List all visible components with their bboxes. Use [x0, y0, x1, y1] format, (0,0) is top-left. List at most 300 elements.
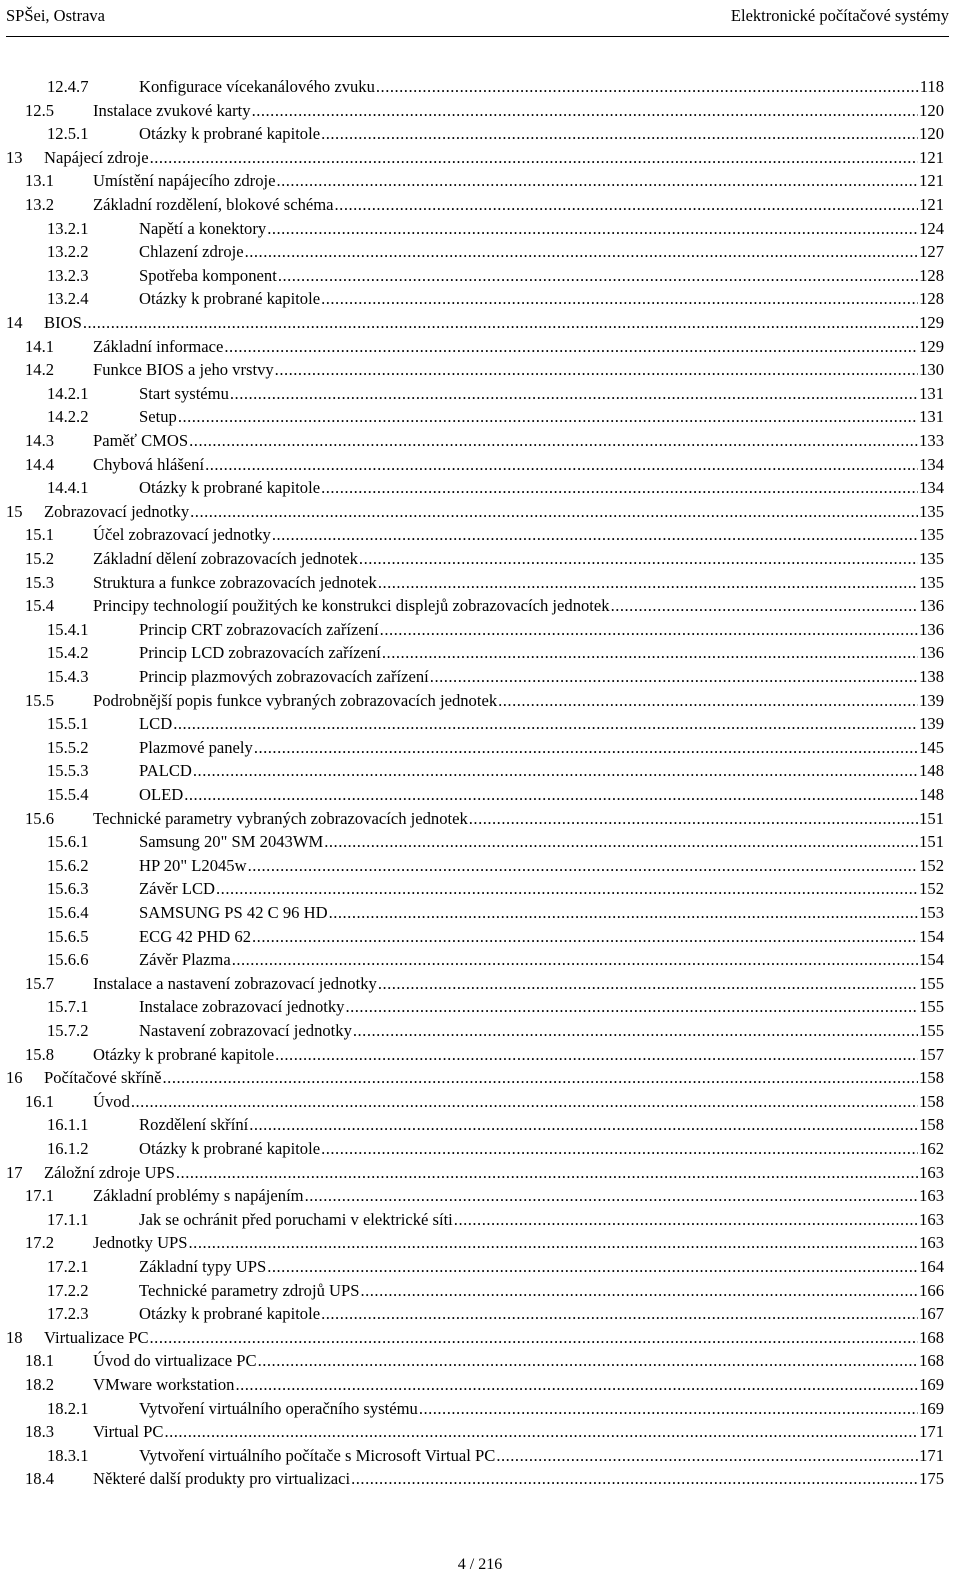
- toc-entry-page: 162: [919, 1139, 944, 1158]
- toc-entry-number: 14.1: [25, 336, 55, 356]
- toc-entry[interactable]: [0, 1302, 960, 1326]
- dot-leader: [469, 807, 918, 831]
- toc-entry-number: 15.6.2: [47, 855, 89, 875]
- toc-entry-page: 131: [919, 407, 944, 427]
- toc-entry[interactable]: [0, 523, 960, 547]
- dot-leader: [216, 877, 918, 901]
- toc-entry-page: 175: [919, 1469, 944, 1489]
- toc-entry-number: 13: [6, 147, 23, 167]
- toc-entry-page: 128: [919, 265, 944, 285]
- toc-entry[interactable]: [0, 547, 960, 571]
- toc-entry-number: 13.2.4: [47, 289, 89, 309]
- toc-entry[interactable]: [0, 571, 960, 595]
- toc-entry[interactable]: [0, 665, 960, 689]
- toc-entry-page: 155: [919, 997, 944, 1017]
- dot-leader: [430, 665, 918, 689]
- toc-entry-title: VMware workstation: [93, 1375, 235, 1394]
- toc-entry-number: 15.6.1: [47, 832, 89, 852]
- toc-entry-number: 15.4.1: [47, 619, 89, 639]
- toc-entry[interactable]: [0, 1349, 960, 1373]
- dot-leader: [378, 571, 918, 595]
- toc-entry[interactable]: [0, 972, 960, 996]
- toc-entry-page: 158: [919, 1091, 944, 1111]
- toc-entry[interactable]: [0, 1255, 960, 1279]
- toc-entry-title: Některé další produkty pro virtualizaci: [93, 1469, 351, 1489]
- toc-entry-number: 13.2: [25, 195, 55, 214]
- toc-entry-number: 12.5.1: [47, 124, 89, 144]
- toc-entry-page: 121: [919, 171, 944, 191]
- toc-entry-number: 16.1.2: [47, 1139, 89, 1158]
- dot-leader: [267, 217, 918, 241]
- dot-leader: [164, 1420, 918, 1444]
- toc-entry-title: Základní rozdělení, blokové schéma: [93, 195, 334, 214]
- toc-entry-number: 15.3: [25, 572, 55, 592]
- dot-leader: [376, 75, 919, 99]
- dot-leader: [321, 1302, 918, 1326]
- toc-entry-number: 13.1: [25, 171, 55, 191]
- toc-entry-number: 15.1: [25, 525, 55, 545]
- toc-entry-page: 121: [919, 147, 944, 167]
- toc-entry-title: Samsung 20" SM 2043WM: [139, 832, 324, 852]
- toc-entry[interactable]: [0, 1161, 960, 1185]
- toc-entry-page: 136: [919, 596, 944, 616]
- toc-entry-number: 15.4: [25, 596, 55, 616]
- toc-entry-number: 15.7.1: [47, 997, 89, 1017]
- toc-entry[interactable]: [0, 193, 960, 217]
- toc-entry[interactable]: [0, 1467, 960, 1491]
- dot-leader: [276, 169, 918, 193]
- toc-entry[interactable]: [0, 1137, 960, 1161]
- toc-entry[interactable]: [0, 594, 960, 618]
- toc-entry[interactable]: [0, 1279, 960, 1303]
- toc-entry-title: ECG 42 PHD 62: [139, 926, 252, 946]
- toc-entry-number: 15.6.3: [47, 879, 89, 899]
- toc-entry-page: 148: [919, 785, 944, 804]
- toc-entry[interactable]: [0, 1208, 960, 1232]
- dot-leader: [378, 972, 918, 996]
- toc-entry[interactable]: [0, 618, 960, 642]
- toc-entry-title: Nastavení zobrazovací jednotky: [139, 1021, 352, 1040]
- dot-leader: [267, 1255, 918, 1279]
- toc-entry-page: 135: [919, 549, 944, 568]
- toc-entry-number: 15.5.4: [47, 785, 89, 804]
- toc-entry-number: 12.4.7: [47, 77, 89, 96]
- dot-leader: [321, 476, 918, 500]
- page-header: [6, 0, 949, 37]
- dot-leader: [335, 193, 919, 217]
- toc-entry-number: 15.8: [25, 1044, 55, 1064]
- toc-entry-page: 163: [919, 1186, 944, 1206]
- toc-entry-number: 17.2.1: [47, 1257, 89, 1276]
- toc-entry-title: Otázky k probrané kapitole: [139, 478, 321, 498]
- toc-entry-title: Principy technologií použitých ke konstrukci displejů zobrazovacích jednotek: [93, 596, 610, 616]
- toc-entry-number: 15.2: [25, 549, 55, 568]
- toc-entry[interactable]: [0, 217, 960, 241]
- toc-entry[interactable]: [0, 1326, 960, 1350]
- dot-leader: [184, 783, 918, 807]
- toc-entry-page: 134: [919, 454, 944, 474]
- toc-entry-title: Paměť CMOS: [93, 431, 189, 450]
- toc-entry[interactable]: [0, 689, 960, 713]
- dot-leader: [360, 1279, 918, 1303]
- toc-entry[interactable]: [0, 759, 960, 783]
- toc-entry[interactable]: [0, 736, 960, 760]
- toc-entry-page: 130: [919, 360, 944, 380]
- toc-entry-title: Rozdělení skříní: [139, 1115, 249, 1135]
- toc-entry-number: 14.4.1: [47, 478, 89, 498]
- toc-entry-number: 13.2.2: [47, 242, 89, 262]
- toc-entry[interactable]: [0, 1066, 960, 1090]
- toc-entry-number: 17.1.1: [47, 1209, 89, 1229]
- toc-entry-title: Základní problémy s napájením: [93, 1186, 304, 1206]
- toc-entry[interactable]: [0, 901, 960, 925]
- toc-entry-title: Technické parametry zdrojů UPS: [139, 1280, 360, 1300]
- toc-entry[interactable]: [0, 311, 960, 335]
- toc-entry-page: 134: [919, 478, 944, 498]
- toc-entry-title: Podrobnější popis funkce vybraných zobrazovacích jednotek: [93, 690, 498, 710]
- toc-entry-page: 155: [919, 973, 944, 993]
- toc-entry-title: Instalace a nastavení zobrazovací jednotky: [93, 973, 377, 993]
- toc-entry[interactable]: [0, 1043, 960, 1067]
- toc-entry-page: 158: [919, 1068, 944, 1088]
- toc-entry-number: 15: [6, 501, 23, 521]
- toc-entry-title: HP 20" L2045w: [139, 855, 247, 875]
- toc-entry-number: 17.1: [25, 1186, 55, 1206]
- toc-entry-title: Záložní zdroje UPS: [44, 1162, 175, 1182]
- dot-leader: [83, 311, 918, 335]
- toc-entry-page: 136: [919, 619, 944, 639]
- dot-leader: [189, 429, 918, 453]
- toc-entry-title: Otázky k probrané kapitole: [93, 1044, 275, 1064]
- toc-entry-title: SAMSUNG PS 42 C 96 HD: [139, 903, 328, 922]
- toc-entry-title: Umístění napájecího zdroje: [93, 171, 276, 191]
- toc-entry-title: Počítačové skříně: [44, 1068, 162, 1088]
- toc-entry-page: 120: [919, 124, 944, 144]
- toc-entry-number: 12.5: [25, 100, 55, 120]
- toc-entry-number: 15.6.6: [47, 950, 89, 970]
- toc-entry-page: 155: [919, 1021, 944, 1040]
- toc-entry-number: 14.2.2: [47, 407, 89, 427]
- toc-entry-page: 148: [919, 761, 944, 781]
- toc-entry-page: 139: [919, 690, 944, 710]
- toc-entry[interactable]: [0, 877, 960, 901]
- toc-entry-page: 133: [919, 431, 944, 450]
- toc-entry-number: 18.4: [25, 1469, 55, 1489]
- toc-entry-title: LCD: [139, 714, 173, 734]
- toc-entry[interactable]: [0, 807, 960, 831]
- dot-leader: [359, 547, 918, 571]
- toc-entry[interactable]: [0, 1444, 960, 1468]
- dot-leader: [278, 264, 918, 288]
- toc-entry-page: 138: [919, 667, 944, 686]
- toc-entry-number: 17.2.2: [47, 1280, 89, 1300]
- toc-entry-title: Otázky k probrané kapitole: [139, 124, 321, 144]
- dot-leader: [321, 287, 918, 311]
- toc-entry[interactable]: [0, 1184, 960, 1208]
- toc-entry-page: 153: [919, 903, 944, 922]
- toc-entry-number: 18.1: [25, 1351, 55, 1371]
- toc-entry-title: Jak se ochránit před poruchami v elektrické síti: [139, 1209, 453, 1229]
- dot-leader: [248, 854, 919, 878]
- dot-leader: [321, 122, 918, 146]
- toc-entry-title: Napájecí zdroje: [44, 147, 149, 167]
- toc-entry-title: PALCD: [139, 761, 192, 781]
- dot-leader: [232, 948, 918, 972]
- dot-leader: [131, 1090, 918, 1114]
- toc-entry-page: 135: [919, 572, 944, 592]
- toc-entry-title: Základní typy UPS: [139, 1257, 267, 1276]
- toc-entry-title: Technické parametry vybraných zobrazovacích jednotek: [93, 808, 468, 828]
- toc-entry[interactable]: [0, 75, 960, 99]
- dot-leader: [380, 618, 918, 642]
- toc-entry-title: Úvod: [93, 1091, 130, 1111]
- toc-entry-number: 16: [6, 1068, 23, 1088]
- dot-leader: [235, 1373, 918, 1397]
- toc-entry-page: 164: [919, 1257, 944, 1276]
- dot-leader: [258, 1349, 919, 1373]
- toc-entry[interactable]: [0, 1420, 960, 1444]
- toc-entry-title: Závěr Plazma: [139, 950, 231, 970]
- dot-leader: [353, 1019, 918, 1043]
- dot-leader: [150, 146, 919, 170]
- toc-entry[interactable]: [0, 453, 960, 477]
- toc-entry-page: 152: [919, 855, 944, 875]
- toc-entry-number: 14.3: [25, 431, 55, 450]
- toc-entry-title: Chybová hlášení: [93, 454, 205, 474]
- toc-entry-title: Funkce BIOS a jeho vrstvy: [93, 360, 274, 380]
- toc-entry-page: 163: [919, 1162, 944, 1182]
- toc-entry-page: 118: [919, 77, 944, 96]
- dot-leader: [193, 759, 918, 783]
- toc-entry[interactable]: [0, 146, 960, 170]
- toc-entry[interactable]: [0, 287, 960, 311]
- toc-entry-title: Základní informace: [93, 336, 224, 356]
- toc-entry[interactable]: [0, 1113, 960, 1137]
- toc-entry[interactable]: [0, 405, 960, 429]
- toc-entry-page: 169: [919, 1375, 944, 1394]
- toc-entry[interactable]: [0, 1019, 960, 1043]
- toc-entry-number: 14.4: [25, 454, 55, 474]
- toc-entry-page: 129: [919, 313, 944, 332]
- toc-entry[interactable]: [0, 783, 960, 807]
- toc-entry-title: Instalace zvukové karty: [93, 100, 251, 120]
- toc-entry-page: 151: [919, 808, 944, 828]
- toc-entry[interactable]: [0, 429, 960, 453]
- toc-entry-page: 167: [919, 1304, 944, 1324]
- toc-entry-number: 14: [6, 313, 23, 332]
- toc-entry-number: 15.7: [25, 973, 55, 993]
- toc-entry-page: 120: [919, 100, 944, 120]
- dot-leader: [351, 1467, 918, 1491]
- toc-entry-title: Účel zobrazovací jednotky: [93, 525, 271, 545]
- dot-leader: [329, 901, 919, 925]
- toc-entry[interactable]: [0, 122, 960, 146]
- toc-entry-number: 16.1: [25, 1091, 55, 1111]
- toc-entry-title: Plazmové panely: [139, 737, 253, 757]
- toc-entry-page: 157: [919, 1044, 944, 1064]
- toc-entry-number: 15.4.3: [47, 667, 89, 686]
- toc-entry-page: 151: [919, 832, 944, 852]
- toc-entry-number: 15.6.4: [47, 903, 89, 922]
- toc-entry-page: 168: [919, 1351, 944, 1371]
- dot-leader: [252, 99, 919, 123]
- toc-entry-number: 15.5.1: [47, 714, 89, 734]
- toc-entry-number: 15.6: [25, 808, 55, 828]
- dot-leader: [275, 358, 918, 382]
- toc-entry-page: 152: [919, 879, 944, 899]
- toc-entry-page: 135: [919, 525, 944, 545]
- toc-entry-number: 17.2: [25, 1233, 55, 1253]
- toc-entry-title: BIOS: [44, 313, 82, 332]
- dot-leader: [249, 1113, 918, 1137]
- toc-entry[interactable]: [0, 712, 960, 736]
- dot-leader: [245, 240, 919, 264]
- dot-leader: [419, 1397, 918, 1421]
- toc-entry-title: Otázky k probrané kapitole: [139, 1139, 321, 1158]
- dot-leader: [178, 405, 918, 429]
- header-school-name: SPŠei, Ostrava: [6, 6, 105, 25]
- toc-entry-number: 13.2.1: [47, 218, 89, 238]
- dot-leader: [189, 1231, 919, 1255]
- toc-entry-page: 163: [919, 1209, 944, 1229]
- toc-entry-number: 18.2.1: [47, 1398, 89, 1418]
- toc-entry-page: 145: [919, 737, 944, 757]
- dot-leader: [496, 1444, 918, 1468]
- dot-leader: [176, 1161, 918, 1185]
- toc-entry-number: 15.4.2: [47, 643, 89, 663]
- toc-entry-title: Struktura a funkce zobrazovacích jednotek: [93, 572, 377, 592]
- toc-entry-title: Úvod do virtualizace PC: [93, 1351, 257, 1371]
- toc-entry[interactable]: [0, 382, 960, 406]
- toc-entry-page: 163: [919, 1233, 944, 1253]
- toc-entry-title: Jednotky UPS: [93, 1233, 188, 1253]
- toc-entry-title: Závěr LCD: [139, 879, 216, 899]
- dot-leader: [230, 382, 918, 406]
- dot-leader: [611, 594, 919, 618]
- dot-leader: [254, 736, 918, 760]
- toc-entry-page: 154: [919, 950, 944, 970]
- toc-entry-number: 18.3: [25, 1422, 55, 1442]
- toc-entry-number: 17: [6, 1162, 23, 1182]
- dot-leader: [205, 453, 918, 477]
- toc-entry-page: 135: [919, 501, 944, 521]
- toc-entry[interactable]: [0, 1397, 960, 1421]
- toc-entry[interactable]: [0, 925, 960, 949]
- dot-leader: [190, 500, 918, 524]
- dot-leader: [345, 995, 918, 1019]
- dot-leader: [321, 1137, 918, 1161]
- toc-entry-page: 154: [919, 926, 944, 946]
- toc-entry[interactable]: [0, 240, 960, 264]
- toc-entry-title: OLED: [139, 785, 184, 804]
- toc-entry-number: 15.5.2: [47, 737, 89, 757]
- toc-entry[interactable]: [0, 500, 960, 524]
- dot-leader: [173, 712, 918, 736]
- dot-leader: [163, 1066, 919, 1090]
- toc-entry-title: Konfigurace vícekanálového zvuku: [139, 77, 375, 96]
- toc-entry-title: Virtual PC: [93, 1422, 164, 1442]
- toc-entry[interactable]: [0, 1373, 960, 1397]
- dot-leader: [252, 925, 918, 949]
- toc-entry-page: 168: [919, 1327, 944, 1347]
- toc-entry-number: 15.5.3: [47, 761, 89, 781]
- toc-entry-number: 14.2: [25, 360, 55, 380]
- toc-entry-page: 169: [919, 1398, 944, 1418]
- toc-entry-title: Zobrazovací jednotky: [44, 501, 190, 521]
- toc-entry[interactable]: [0, 995, 960, 1019]
- toc-entry-number: 18: [6, 1327, 23, 1347]
- toc-entry[interactable]: [0, 99, 960, 123]
- dot-leader: [150, 1326, 919, 1350]
- dot-leader: [224, 335, 918, 359]
- toc-entry-title: Otázky k probrané kapitole: [139, 289, 321, 309]
- dot-leader: [498, 689, 918, 713]
- toc-entry[interactable]: [0, 169, 960, 193]
- toc-entry-title: Základní dělení zobrazovacích jednotek: [93, 549, 358, 568]
- toc-entry-title: Spotřeba komponent: [139, 265, 277, 285]
- toc-entry[interactable]: [0, 830, 960, 854]
- toc-entry-page: 121: [919, 195, 944, 214]
- toc-entry-page: 139: [919, 714, 944, 734]
- toc-entry-title: Virtualizace PC: [44, 1327, 149, 1347]
- toc-entry-title: Setup: [139, 407, 177, 427]
- header-document-title: Elektronické počítačové systémy: [730, 6, 949, 25]
- toc-entry-page: 131: [919, 383, 944, 403]
- toc-entry-page: 171: [919, 1422, 944, 1442]
- toc-entry[interactable]: [0, 854, 960, 878]
- toc-entry-page: 127: [919, 242, 944, 262]
- toc-entry[interactable]: [0, 641, 960, 665]
- toc-entry[interactable]: [0, 358, 960, 382]
- dot-leader: [382, 641, 918, 665]
- toc-entry-number: 15.6.5: [47, 926, 89, 946]
- toc-entry-title: Start systému: [139, 383, 229, 403]
- toc-entry[interactable]: [0, 476, 960, 500]
- page-number: 4 / 216: [457, 1556, 503, 1573]
- toc-entry-title: Vytvoření virtuálního operačního systému: [139, 1398, 418, 1418]
- toc-entry-title: Instalace zobrazovací jednotky: [139, 997, 345, 1017]
- toc-entry-number: 15.5: [25, 690, 55, 710]
- toc-entry-number: 17.2.3: [47, 1304, 89, 1324]
- toc-entry[interactable]: [0, 264, 960, 288]
- dot-leader: [305, 1184, 919, 1208]
- toc-entry-page: 128: [919, 289, 944, 309]
- toc-entry-page: 136: [919, 643, 944, 663]
- toc-entry-title: Princip plazmových zobrazovacích zařízení: [139, 667, 429, 686]
- toc-entry-title: Otázky k probrané kapitole: [139, 1304, 321, 1324]
- toc-entry-number: 15.7.2: [47, 1021, 89, 1040]
- toc-entry-page: 171: [919, 1445, 944, 1465]
- toc-entry[interactable]: [0, 1090, 960, 1114]
- toc-entry-title: Vytvoření virtuálního počítače s Microsoft Virtual PC: [139, 1445, 496, 1465]
- toc-entry[interactable]: [0, 335, 960, 359]
- toc-entry-title: Napětí a konektory: [139, 218, 267, 238]
- toc-entry-page: 158: [919, 1115, 944, 1135]
- toc-entry-page: 166: [919, 1280, 944, 1300]
- toc-entry-title: Princip CRT zobrazovacích zařízení: [139, 619, 379, 639]
- dot-leader: [454, 1208, 918, 1232]
- toc-entry[interactable]: [0, 948, 960, 972]
- toc-entry-page: 129: [919, 336, 944, 356]
- toc-entry-number: 16.1.1: [47, 1115, 89, 1135]
- toc-entry-number: 18.2: [25, 1375, 55, 1394]
- toc-entry-page: 124: [919, 218, 944, 238]
- toc-entry[interactable]: [0, 1231, 960, 1255]
- dot-leader: [324, 830, 918, 854]
- toc-entry-number: 14.2.1: [47, 383, 89, 403]
- toc-entry-number: 18.3.1: [47, 1445, 89, 1465]
- dot-leader: [275, 1043, 918, 1067]
